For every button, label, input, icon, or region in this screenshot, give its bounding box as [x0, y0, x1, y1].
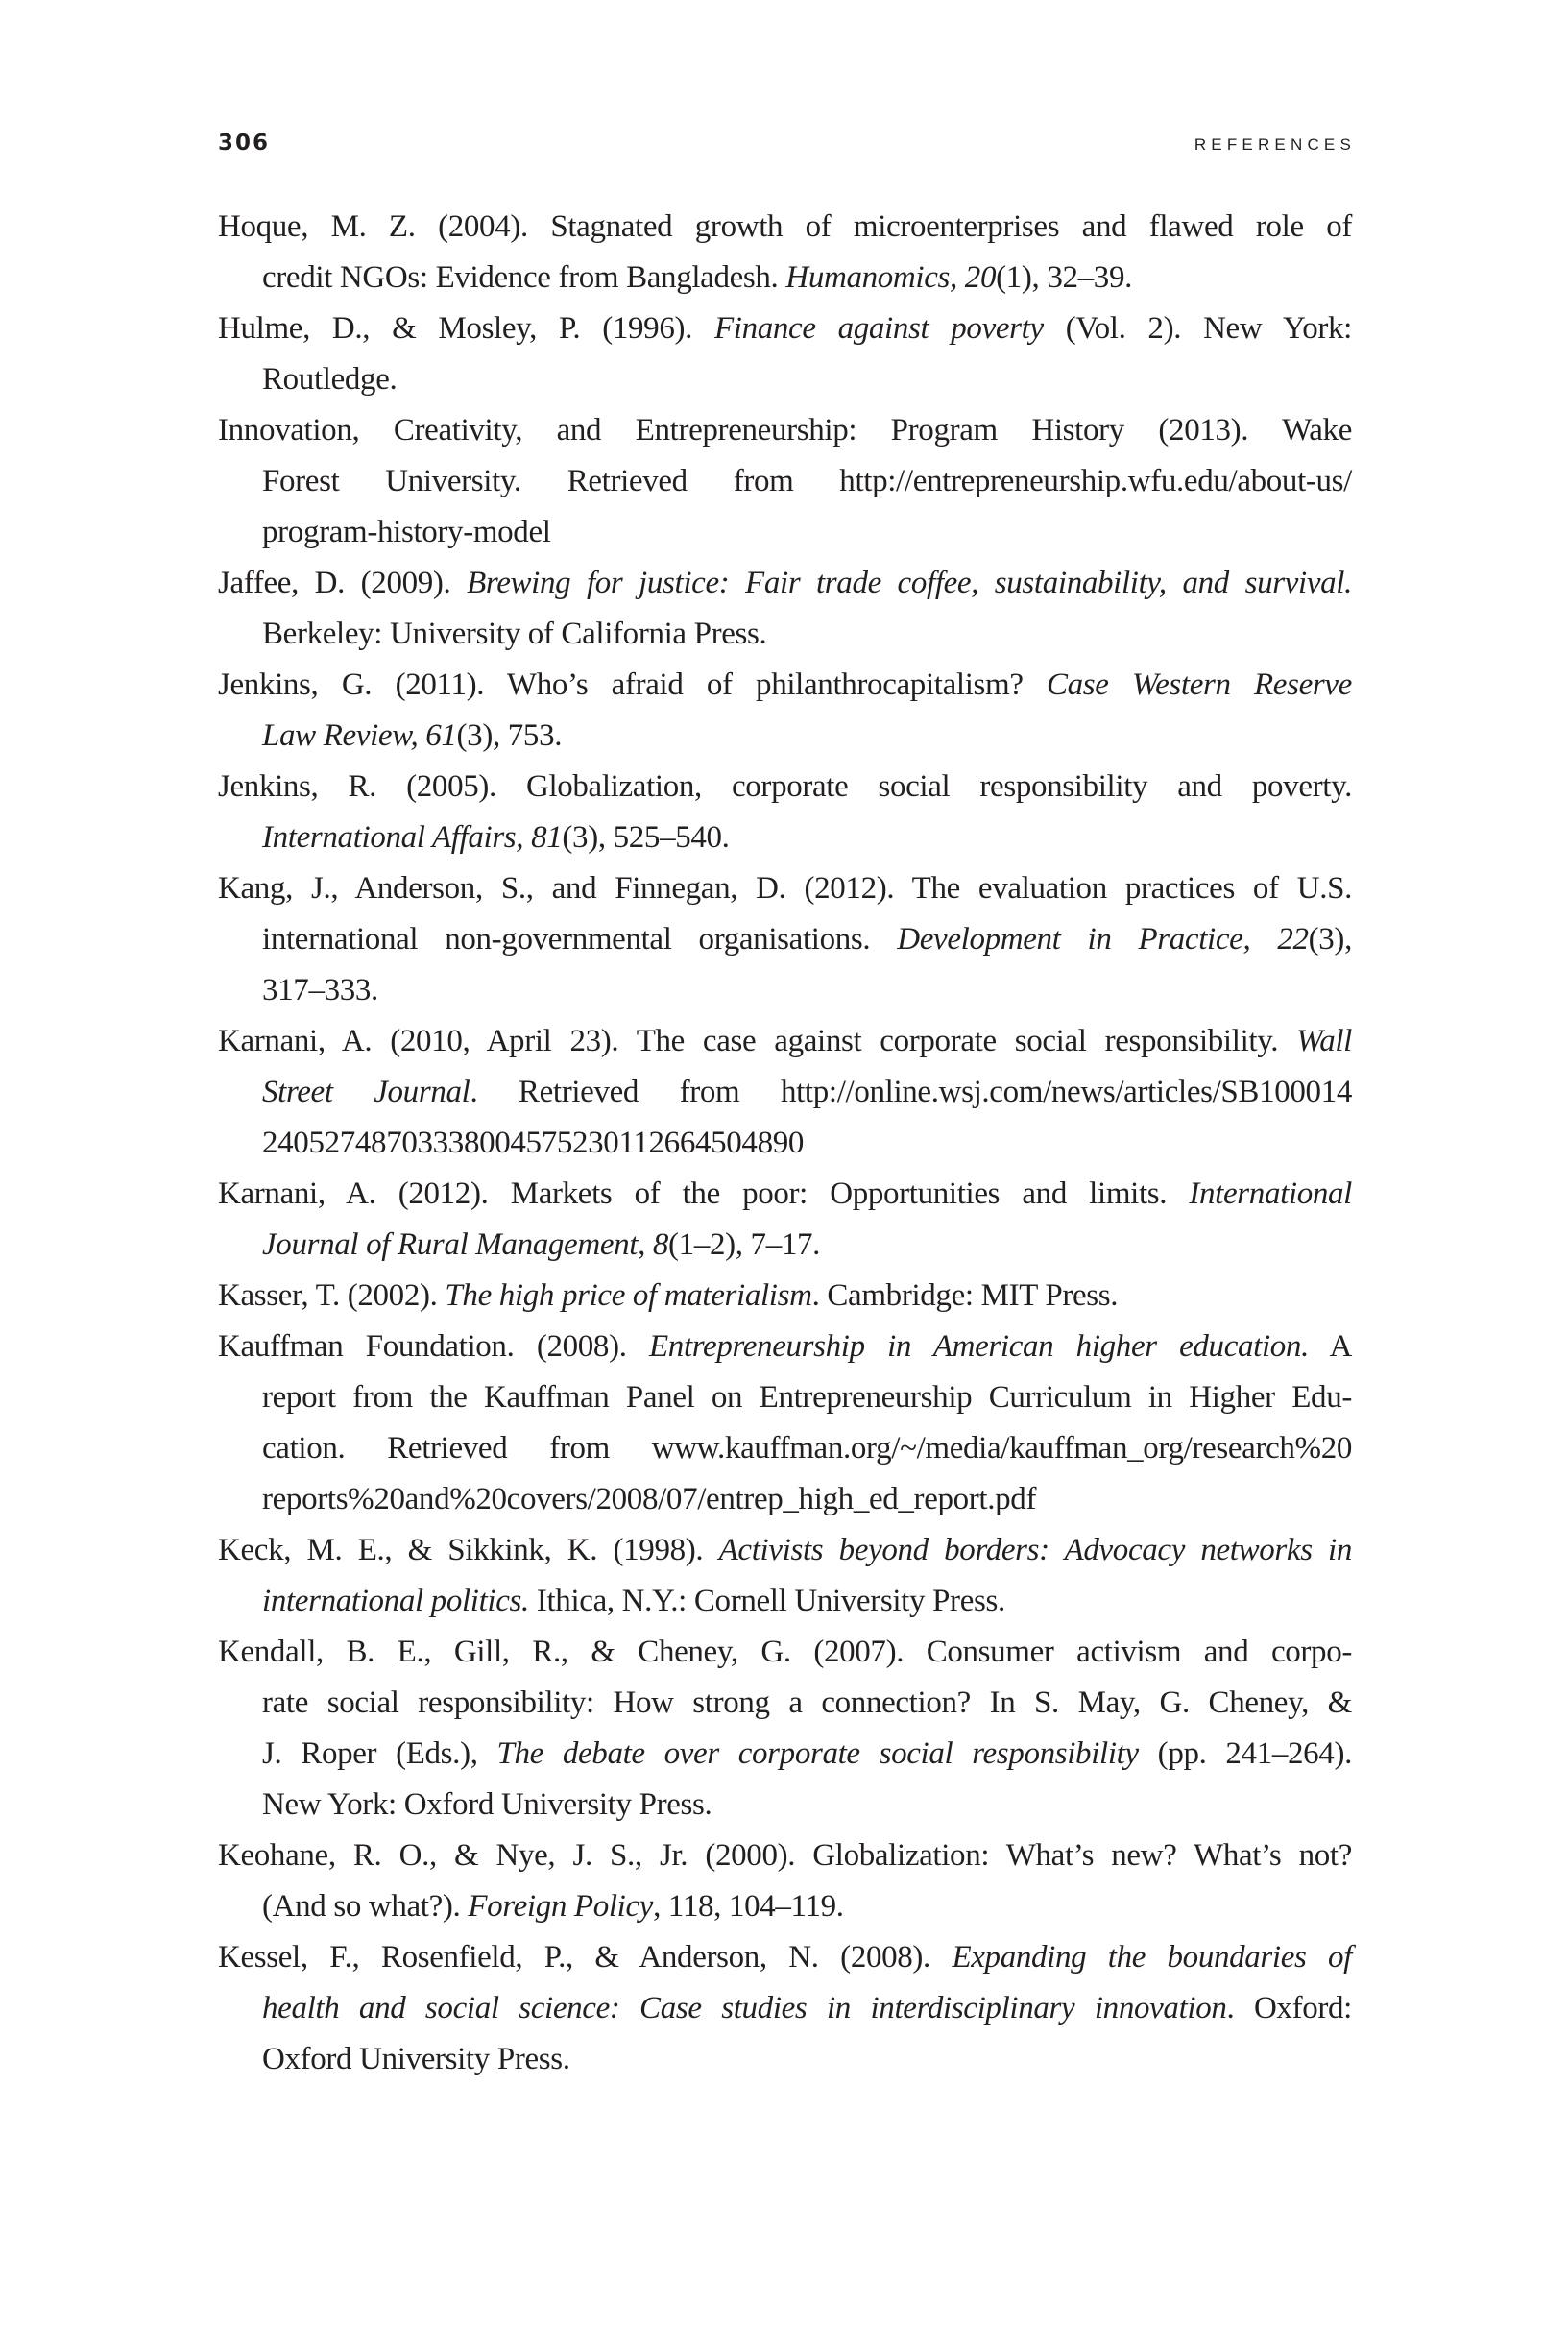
- italic-title-text: Development in Practice, 22: [897, 922, 1309, 957]
- reference-text: . Oxford:: [1226, 1991, 1352, 2025]
- reference-entry: [218, 863, 1352, 1016]
- reference-first-line: [218, 1016, 1352, 1067]
- italic-title-text: The high price of materialism: [445, 1278, 812, 1313]
- reference-first-line: [218, 1321, 1352, 1372]
- italic-title-text: Journal of Rural Management, 8: [262, 1227, 669, 1262]
- reference-entry: [218, 1627, 1352, 1831]
- reference-text: cation. Retrieved from www.kauffman.org/~/media/kauffman_org/research%20: [262, 1431, 1352, 1466]
- reference-text: (1), 32–39.: [996, 260, 1133, 295]
- reference-continuation-line: [218, 1678, 1352, 1729]
- reference-text: (3), 753.: [456, 718, 563, 753]
- reference-text: A: [1308, 1329, 1353, 1364]
- reference-text: Forest University. Retrieved from http://entrepreneurship.wfu.edu/about-us/: [262, 464, 1352, 498]
- reference-continuation-line: [218, 354, 1352, 405]
- reference-entry: [218, 405, 1352, 558]
- reference-continuation-line: [218, 1881, 1352, 1932]
- reference-text: reports%20and%20covers/2008/07/entrep_high_ed_report.pdf: [262, 1482, 1037, 1516]
- reference-first-line: [218, 762, 1352, 812]
- reference-entry: [218, 762, 1352, 863]
- italic-title-text: Law Review, 61: [262, 718, 457, 753]
- reference-continuation-line: [218, 1576, 1352, 1627]
- reference-continuation-line: [218, 1372, 1352, 1423]
- reference-text: (3), 525–540.: [562, 820, 730, 855]
- reference-text: program-history-model: [262, 515, 551, 549]
- running-head: [218, 129, 1356, 158]
- italic-title-text: Foreign Policy: [468, 1889, 654, 1924]
- reference-text: Jenkins, G. (2011). Who’s afraid of philanthrocapitalism?: [218, 667, 1047, 702]
- reference-entry: [218, 1932, 1352, 2085]
- reference-text: Kasser, T. (2002).: [218, 1278, 446, 1313]
- reference-text: Hulme, D., & Mosley, P. (1996).: [218, 311, 714, 346]
- reference-continuation-line: [218, 1780, 1352, 1831]
- reference-text: Keohane, R. O., & Nye, J. S., Jr. (2000). Globalization: What’s new? What’s not?: [218, 1838, 1352, 1873]
- italic-title-text: Humanomics, 20: [785, 260, 997, 295]
- italic-title-text: Case Western Reserve: [1047, 667, 1352, 702]
- reference-first-line: [218, 558, 1352, 609]
- reference-first-line: [218, 1627, 1352, 1678]
- reference-text: Kang, J., Anderson, S., and Finnegan, D. (2012). The evaluation practices of U.S.: [218, 871, 1352, 906]
- reference-entry: [218, 660, 1352, 762]
- page-number: 306: [218, 131, 271, 156]
- italic-title-text: Entrepreneurship in American higher education.: [648, 1329, 1309, 1364]
- italic-title-text: Street Journal: [262, 1075, 470, 1109]
- italic-title-text: Expanding the boundaries of: [952, 1940, 1352, 1975]
- reference-entry: [218, 558, 1352, 660]
- reference-continuation-line: [218, 1220, 1352, 1271]
- reference-continuation-line: [218, 1474, 1352, 1525]
- reference-text: international non-governmental organisations.: [262, 922, 898, 957]
- reference-text: J. Roper (Eds.),: [262, 1736, 497, 1771]
- reference-text: credit NGOs: Evidence from Bangladesh.: [262, 260, 786, 295]
- reference-continuation-line: [218, 609, 1352, 660]
- reference-text: . Retrieved from http://online.wsj.com/news/articles/SB100014: [470, 1075, 1352, 1109]
- reference-entry: [218, 1169, 1352, 1271]
- italic-title-text: health and social science: Case studies in interdisciplinary innovation: [262, 1991, 1227, 2025]
- reference-list: [218, 202, 1352, 2085]
- reference-continuation-line: [218, 965, 1352, 1016]
- reference-continuation-line: [218, 456, 1352, 507]
- reference-entry: [218, 303, 1352, 405]
- reference-text: New York: Oxford University Press.: [262, 1787, 712, 1822]
- italic-title-text: International Affairs, 81: [262, 820, 563, 855]
- reference-text: 317–333.: [262, 973, 378, 1007]
- reference-text: Ithica, N.Y.: Cornell University Press.: [528, 1584, 1005, 1618]
- reference-text: (Vol. 2). New York:: [1043, 311, 1352, 346]
- reference-text: Jaffee, D. (2009).: [218, 566, 468, 600]
- reference-first-line: [218, 405, 1352, 456]
- reference-continuation-line: [218, 1983, 1352, 2034]
- reference-text: , 118, 104–119.: [653, 1889, 844, 1924]
- reference-entry: [218, 1831, 1352, 1932]
- reference-entry: [218, 1525, 1352, 1627]
- reference-entry: [218, 202, 1352, 303]
- italic-title-text: Brewing for justice: Fair trade coffee, sustainability, and survival.: [467, 566, 1353, 600]
- reference-text: Kessel, F., Rosenfield, P., & Anderson, N. (2008).: [218, 1940, 953, 1975]
- reference-first-line: [218, 1525, 1352, 1576]
- reference-first-line: [218, 1271, 1352, 1321]
- reference-text: (And so what?).: [262, 1889, 469, 1924]
- reference-first-line: [218, 1831, 1352, 1881]
- reference-continuation-line: [218, 812, 1352, 863]
- reference-text: Jenkins, R. (2005). Globalization, corporate social responsibility and poverty.: [218, 769, 1352, 804]
- italic-title-text: Finance against poverty: [713, 311, 1044, 346]
- reference-continuation-line: [218, 711, 1352, 762]
- reference-continuation-line: [218, 2034, 1352, 2085]
- reference-text: Keck, M. E., & Sikkink, K. (1998).: [218, 1533, 719, 1567]
- reference-continuation-line: [218, 253, 1352, 303]
- reference-continuation-line: [218, 914, 1352, 965]
- reference-text: report from the Kauffman Panel on Entrepreneurship Curriculum in Higher Edu-: [262, 1380, 1352, 1415]
- reference-text: Karnani, A. (2010, April 23). The case against corporate social responsibility.: [218, 1024, 1297, 1058]
- reference-first-line: [218, 303, 1352, 354]
- reference-continuation-line: [218, 507, 1352, 558]
- italic-title-text: International: [1189, 1176, 1352, 1211]
- reference-first-line: [218, 1169, 1352, 1220]
- reference-text: Kendall, B. E., Gill, R., & Cheney, G. (2007). Consumer activism and corpo-: [218, 1635, 1352, 1669]
- reference-continuation-line: [218, 1423, 1352, 1474]
- reference-first-line: [218, 660, 1352, 711]
- reference-first-line: [218, 863, 1352, 914]
- italic-title-text: international politics.: [262, 1584, 529, 1618]
- reference-text: Kauffman Foundation. (2008).: [218, 1329, 649, 1364]
- reference-text: rate social responsibility: How strong a connection? In S. May, G. Cheney, &: [262, 1685, 1352, 1720]
- reference-text: (1–2), 7–17.: [668, 1227, 821, 1262]
- reference-continuation-line: [218, 1118, 1352, 1169]
- italic-title-text: Wall: [1296, 1024, 1352, 1058]
- reference-continuation-line: [218, 1729, 1352, 1780]
- reference-text: Oxford University Press.: [262, 2042, 570, 2076]
- reference-text: (3),: [1308, 922, 1352, 957]
- reference-text: Berkeley: University of California Press.: [262, 617, 767, 651]
- section-title: REFERENCES: [1194, 135, 1356, 154]
- reference-text: . Cambridge: MIT Press.: [811, 1278, 1119, 1313]
- reference-entry: [218, 1271, 1352, 1321]
- reference-first-line: [218, 1932, 1352, 1983]
- reference-text: Karnani, A. (2012). Markets of the poor: Opportunities and limits.: [218, 1176, 1190, 1211]
- reference-text: 24052748703338004575230112664504890: [262, 1126, 805, 1160]
- reference-text: (pp. 241–264).: [1138, 1736, 1352, 1771]
- reference-entry: [218, 1016, 1352, 1169]
- reference-first-line: [218, 202, 1352, 253]
- reference-entry: [218, 1321, 1352, 1525]
- reference-text: Hoque, M. Z. (2004). Stagnated growth of microenterprises and flawed role of: [218, 209, 1352, 244]
- reference-text: Routledge.: [262, 362, 398, 397]
- italic-title-text: The debate over corporate social responsibility: [496, 1736, 1139, 1771]
- italic-title-text: Activists beyond borders: Advocacy networks in: [718, 1533, 1352, 1567]
- reference-text: Innovation, Creativity, and Entrepreneurship: Program History (2013). Wake: [218, 413, 1352, 448]
- reference-continuation-line: [218, 1067, 1352, 1118]
